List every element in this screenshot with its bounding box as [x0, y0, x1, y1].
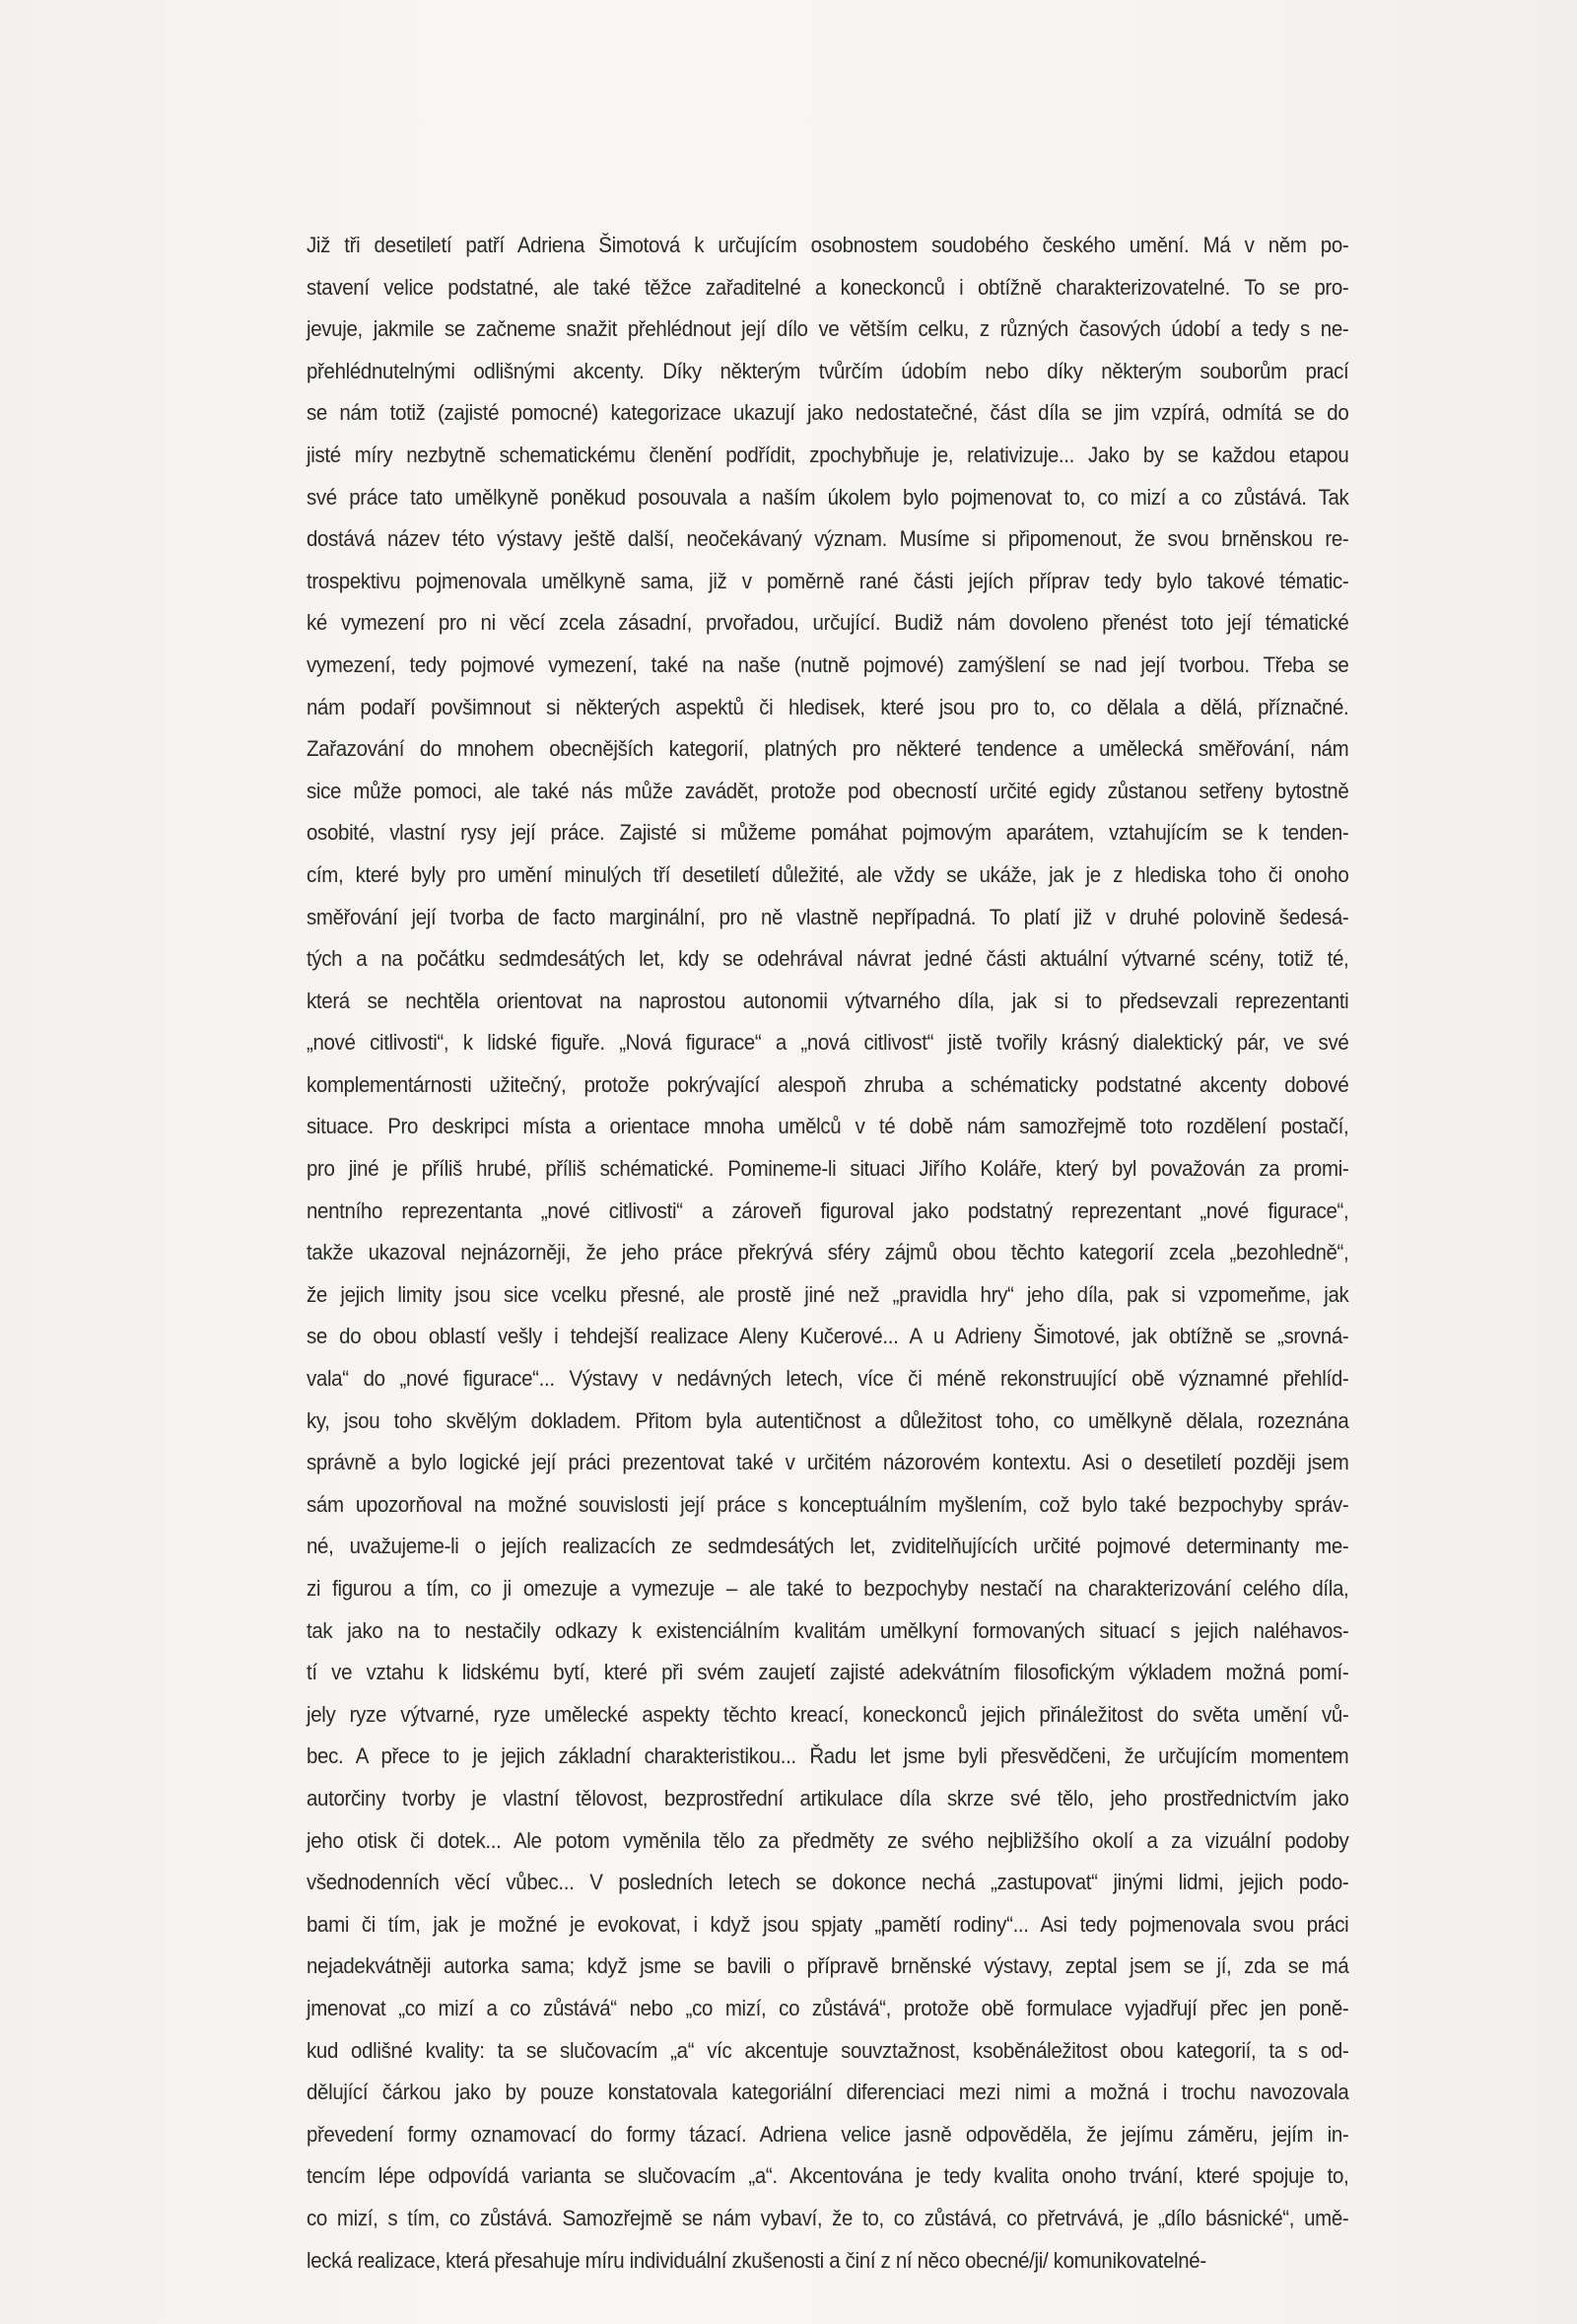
text-line: tencím lépe odpovídá varianta se slučovacím „a“. Akcentována je tedy kvalita onoho trvání, které spojuje to,: [307, 2163, 1349, 2189]
text-line: se nám totiž (zajisté pomocné) kategorizace ukazují jako nedostatečné, část díla se jim vzpírá, odmítá se do: [307, 400, 1349, 426]
text-line: bec. A přece to je jejich základní charakteristikou... Řadu let jsme byli přesvědčeni, že určujícím momentem: [307, 1743, 1349, 1769]
text-line: převedení formy oznamovací do formy tázací. Adriena velice jasně odpověděla, že jejímu záměru, jejím in-: [307, 2121, 1349, 2147]
text-line: jisté míry nezbytně schematickému členění podřídit, zpochybňuje je, relativizuje... Jako by se každou etapou: [307, 442, 1349, 467]
text-line: jely ryze výtvarné, ryze umělecké aspekty těchto kreací, koneckonců jejich přináležitost do světa umění vů-: [307, 1701, 1349, 1727]
text-line: nejadekvátněji autorka sama; když jsme se bavili o přípravě brněnské výstavy, zeptal jsem se jí, zda se má: [307, 1953, 1349, 1979]
text-line: lecká realizace, která přesahuje míru individuální zkušenosti a činí z ní něco obecné/ji/ komunikovatelné-: [307, 2247, 1206, 2273]
text-line: trospektivu pojmenovala umělkyně sama, již v poměrně rané části jejích příprav tedy bylo takové tématic-: [307, 568, 1349, 593]
text-line: komplementárnosti užitečný, protože pokrývající alespoň zhruba a schématicky podstatné akcenty dobové: [307, 1071, 1349, 1097]
text-line: jmenovat „co mizí a co zůstává“ nebo „co mizí, co zůstává“, protože obě formulace vyjadřují přec jen poně-: [307, 1995, 1349, 2020]
text-line: jeho otisk či dotek... Ale potom vyměnila tělo za předměty ze svého nejbližšího okolí a za vizuální podoby: [307, 1827, 1349, 1853]
text-line: bami či tím, jak je možné je evokovat, i když jsou spjaty „pamětí rodiny“... Asi tedy pojmenovala svou práci: [307, 1911, 1349, 1937]
text-line: vymezení, tedy pojmové vymezení, také na naše (nutně pojmové) zamýšlení se nad její tvorbou. Třeba se: [307, 651, 1349, 677]
text-line: tých a na počátku sedmdesátých let, kdy se odehrával návrat jedné části aktuální výtvarné scény, totiž té,: [307, 946, 1349, 972]
text-line: kud odlišné kvality: ta se slučovacím „a“ víc akcentuje souvztažnost, ksoběnáležitost obou kategorií, ta s od-: [307, 2037, 1349, 2063]
body-text: [307, 225, 1349, 2282]
text-line: osobité, vlastní rysy její práce. Zajisté si můžeme pomáhat pojmovým aparátem, vztahujícím se k tenden-: [307, 820, 1349, 846]
text-line: dělující čárkou jako by pouze konstatovala kategoriální diferenciaci mezi nimi a možná i trochu navozovala: [307, 2080, 1349, 2105]
text-line: „nové citlivosti“, k lidské figuře. „Nová figurace“ a „nová citlivost“ jistě tvořily krásný dialektický pár, ve své: [307, 1030, 1349, 1056]
text-line: autorčiny tvorby je vlastní tělovost, bezprostřední artikulace díla skrze své tělo, jeho prostřednictvím jako: [307, 1785, 1349, 1811]
text-line: tak jako na to nestačily odkazy k existenciálním kvalitám umělkyní formovaných situací s jejich naléhavos-: [307, 1617, 1349, 1643]
text-line: správně a bylo logické její práci prezentovat také v určitém názorovém kontextu. Asi o desetiletí později jsem: [307, 1450, 1349, 1475]
text-line: nám podaří povšimnout si některých aspektů či hledisek, které jsou pro to, co dělala a dělá, příznačné.: [307, 694, 1349, 719]
text-line: ky, jsou toho skvělým dokladem. Přitom byla autentičnost a důležitost toho, co umělkyně dělala, rozeznána: [307, 1407, 1349, 1433]
text-line: přehlédnutelnými odlišnými akcenty. Díky některým tvůrčím údobím nebo díky některým souborům prací: [307, 358, 1349, 383]
text-line: Zařazování do mnohem obecnějších kategorií, platných pro některé tendence a umělecká směřování, nám: [307, 736, 1349, 762]
text-line: takže ukazoval nejnázorněji, že jeho práce překrývá sféry zájmů obou těchto kategorií zcela „bezohledně“,: [307, 1240, 1349, 1265]
text-line: sice může pomoci, ale také nás může zavádět, protože pod obecností určité egidy zůstanou setřeny bytostně: [307, 778, 1349, 803]
text-line: směřování její tvorba de facto marginální, pro ně vlastně nepřípadná. To platí již v druhé polovině šedesá-: [307, 904, 1349, 929]
text-line: vala“ do „nové figurace“... Výstavy v nedávných letech, více či méně rekonstruující obě významné přehlíd-: [307, 1366, 1349, 1392]
text-line: situace. Pro deskripci místa a orientace mnoha umělců v té době nám samozřejmě toto rozdělení postačí,: [307, 1114, 1349, 1139]
text-line: tí ve vztahu k lidskému bytí, které při svém zaujetí zajisté adekvátním filosofickým výkladem možná pomí-: [307, 1660, 1349, 1685]
text-line: sám upozorňoval na možné souvislosti její práce s konceptuálním myšlením, což bylo také bezpochyby správ-: [307, 1491, 1349, 1517]
text-line: jevuje, jakmile se začneme snažit přehlédnout její dílo ve větším celku, z různých časových údobí a tedy s ne-: [307, 316, 1349, 342]
text-line: ké vymezení pro ni věcí zcela zásadní, prvořadou, určující. Budiž nám dovoleno přenést toto její tématické: [307, 610, 1349, 636]
text-line: dostává název této výstavy ještě další, neočekávaný význam. Musíme si připomenout, že svou brněnskou re-: [307, 526, 1349, 552]
text-line: pro jiné je příliš hrubé, příliš schématické. Pomineme-li situaci Jiřího Koláře, který byl považován za promi-: [307, 1156, 1349, 1182]
text-line: co mizí, s tím, co zůstává. Samozřejmě se nám vybaví, že to, co zůstává, co přetrvává, je „dílo básnické“, umě-: [307, 2205, 1349, 2230]
text-line: nentního reprezentanta „nové citlivosti“ a zároveň figuroval jako podstatný reprezentant „nové figurace“,: [307, 1197, 1349, 1223]
text-line: že jejich limity jsou sice vcelku přesné, ale prostě jiné než „pravidla hry“ jeho díla, pak si vzpomeňme, jak: [307, 1281, 1349, 1307]
text-line: Již tři desetiletí patří Adriena Šimotová k určujícím osobnostem soudobého českého umění. Má v něm po-: [307, 233, 1349, 257]
text-line: stavení velice podstatné, ale také těžce zařaditelné a koneckonců i obtížně charakterizovatelné. To se pro-: [307, 274, 1349, 300]
text-line: se do obou oblastí vešly i tehdejší realizace Aleny Kučerové... A u Adrieny Šimotové, jak obtížně se „srovná-: [307, 1324, 1349, 1349]
text-line: všednodenních věcí vůbec... V posledních letech se dokonce nechá „zastupovat“ jinými lidmi, jejich podo-: [307, 1870, 1349, 1895]
text-line: své práce tato umělkyně poněkud posouvala a naším úkolem bylo pojmenovat to, co mizí a co zůstává. Tak: [307, 484, 1349, 510]
text-line: která se nechtěla orientovat na naprostou autonomii výtvarného díla, jak si to předsevzali reprezentanti: [307, 988, 1349, 1013]
text-line: cím, které byly pro umění minulých tří desetiletí důležité, ale vždy se ukáže, jak je z hlediska toho či onoho: [307, 861, 1349, 887]
text-line: né, uvažujeme-li o jejích realizacích ze sedmdesátých let, zviditelňujících určité pojmové determinanty me-: [307, 1534, 1349, 1559]
text-line: zi figurou a tím, co ji omezuje a vymezuje – ale také to bezpochyby nestačí na charakterizování celého díla,: [307, 1576, 1349, 1601]
